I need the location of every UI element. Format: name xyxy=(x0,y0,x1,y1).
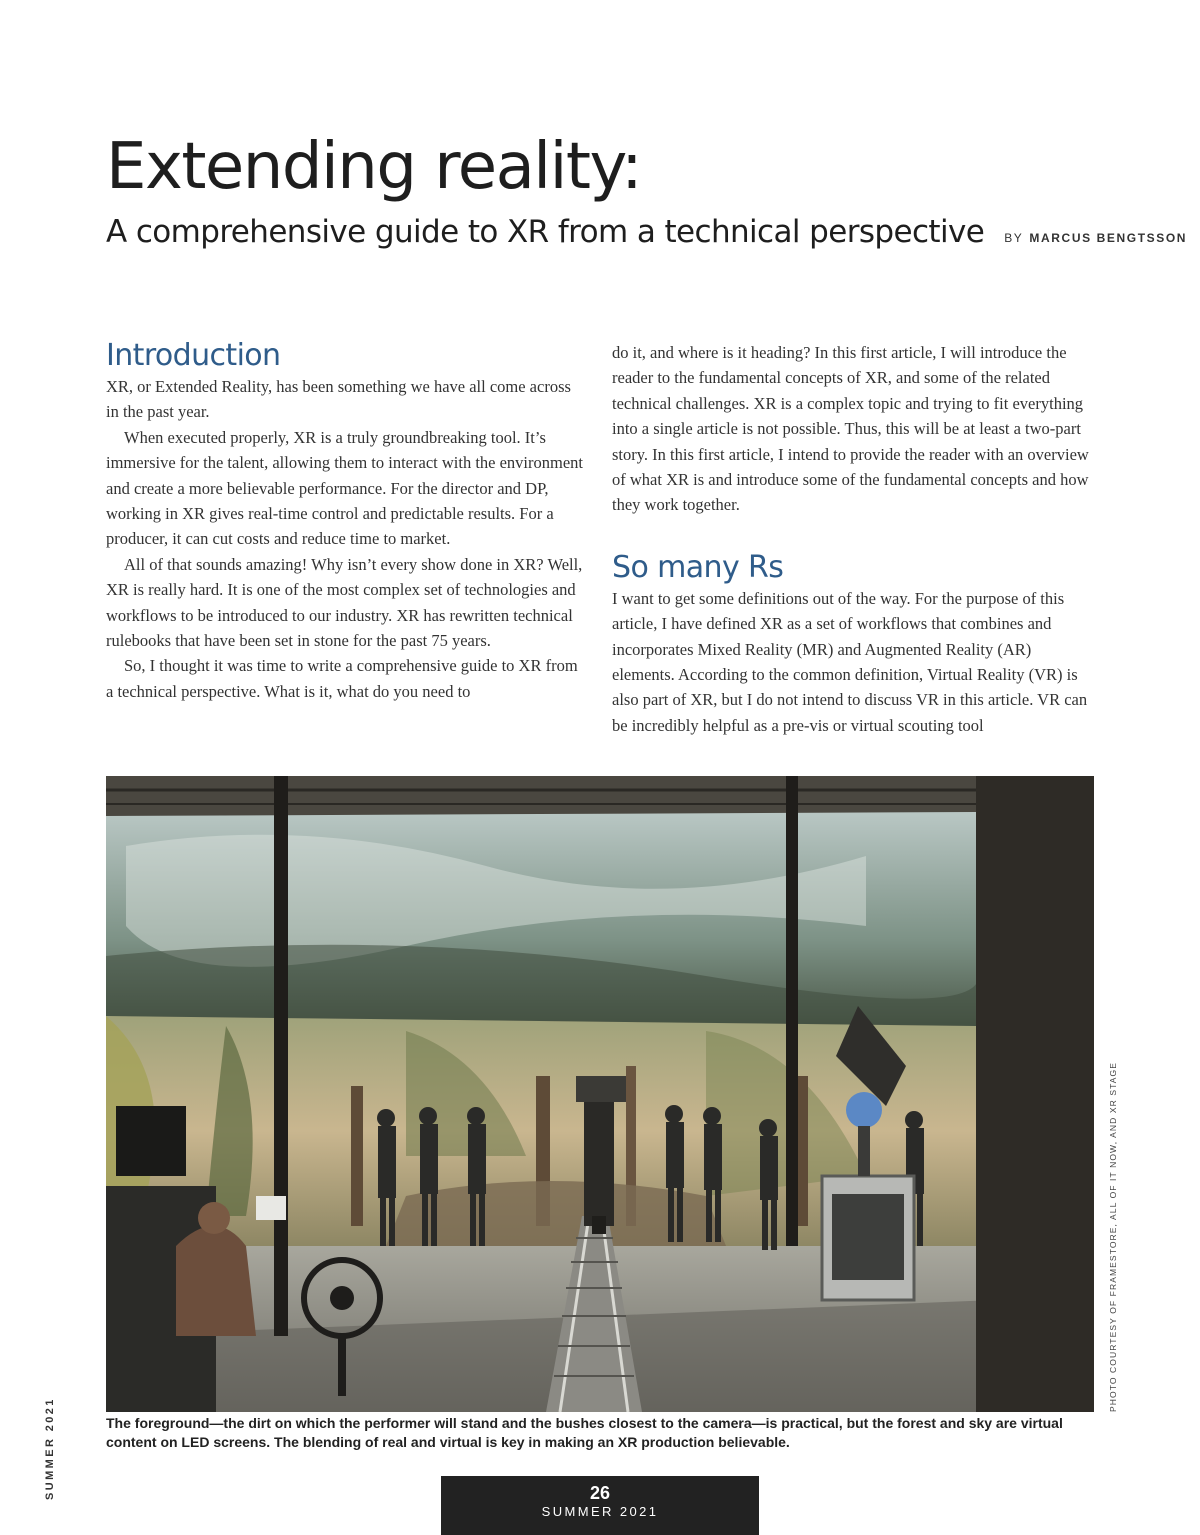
article-title: Extending reality: xyxy=(106,130,642,204)
xr-stage-photo xyxy=(106,776,1094,1412)
byline-prefix: BY xyxy=(1004,231,1024,245)
paragraph: So, I thought it was time to write a comprehensive guide to XR from a technical perspective. What is it, what do you need to xyxy=(106,656,578,701)
photo-caption: The foreground—the dirt on which the performer will stand and the bushes closest to the camera—is practical, but the forest and sky are virtual content on LED screens. The blending of real and virtual is key in making an XR production believable. xyxy=(106,1415,1063,1450)
right-column xyxy=(612,340,1090,738)
paragraph: When executed properly, XR is a truly groundbreaking tool. It’s immersive for the talent, allowing them to interact with the environment and create a more believable performance. For the director and DP, working in XR gives real-time control and predictable results. For a producer, it can cut costs and reduce time to market. xyxy=(106,427,583,549)
issue-label: SUMMER 2021 xyxy=(541,1504,659,1519)
paragraph: All of that sounds amazing! Why isn’t every show done in XR? Well, XR is really hard. It is one of the most complex set of technologies and workflows to be introduced to our industry. XR has rewritten technical rulebooks that have been set in stone for the past 75 years. xyxy=(106,554,583,651)
paragraph: I want to get some definitions out of the way. For the purpose of this article, I have defined XR as a set of workflows that combines and incorporates Mixed Reality (MR) and Augmented Reality (AR) elements. According to the common definition, Virtual Reality (VR) is also part of XR, but I do not intend to discuss VR in this article. VR can be incredibly helpful as a pre-vis or virtual scouting tool xyxy=(612,588,1088,735)
side-folio: SUMMER 2021 xyxy=(44,1397,56,1500)
page-number: 26 xyxy=(589,1483,611,1503)
article-subtitle: A comprehensive guide to XR from a technical perspective xyxy=(106,214,985,250)
paragraph-continuation: do it, and where is it heading? In this first article, I will introduce the reader to the fundamental concepts of XR, and some of the related technical challenges. XR is a complex topic and trying to fit everything into a single article is not possible. Thus, this will be at least a two-part story. In this first article, I intend to provide the reader with an overview of what XR is and introduce some of the fundamental concepts and how they work together. xyxy=(612,343,1089,515)
paragraph: XR, or Extended Reality, has been something we have all come across in the past year. xyxy=(106,377,571,422)
subtitle-row xyxy=(106,214,1188,250)
photo-credit: PHOTO COURTESY OF FRAMESTORE, ALL OF IT NOW, AND XR STAGE xyxy=(1108,1061,1118,1412)
left-column xyxy=(106,338,584,704)
photo-illustration xyxy=(106,776,1094,1412)
page-footer xyxy=(441,1476,759,1535)
author-name: MARCUS BENGTSSON xyxy=(1029,231,1188,245)
section-heading-introduction: Introduction xyxy=(106,338,281,373)
byline xyxy=(1004,231,1187,245)
section-heading-so-many-rs: So many Rs xyxy=(612,549,784,585)
